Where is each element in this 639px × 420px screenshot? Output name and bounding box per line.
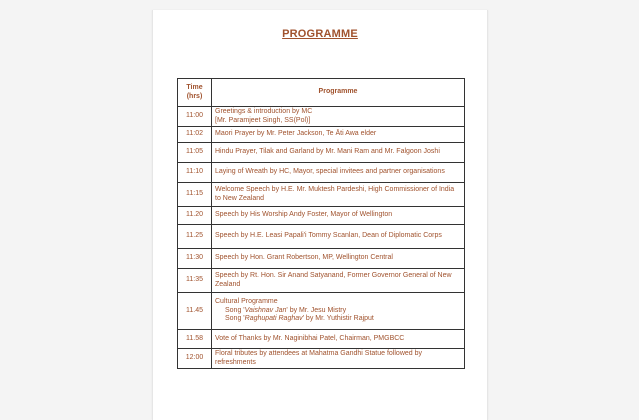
row-time: 11:10 xyxy=(178,163,212,183)
description-line: Vote of Thanks by Mr. Naginibhai Patel, Chairman, PMGBCC xyxy=(215,334,405,342)
table-row xyxy=(178,207,465,225)
row-time: 11:15 xyxy=(178,183,212,207)
document-page xyxy=(152,10,488,420)
song-performer: ' by Mr. Jesu Mistry xyxy=(286,306,347,314)
description-line: Hindu Prayer, Tilak and Garland by Mr. Mani Ram and Mr. Falgoon Joshi xyxy=(215,148,440,156)
description-line: Welcome Speech by H.E. Mr. Muktesh Pardeshi, High Commissioner of India to New Zealand xyxy=(215,186,455,202)
row-time: 11.20 xyxy=(178,207,212,225)
table-row xyxy=(178,330,465,349)
table-header-row xyxy=(178,79,465,107)
row-description xyxy=(212,249,465,269)
row-time: 11:05 xyxy=(178,143,212,163)
programme-table xyxy=(177,78,465,369)
row-time: 11:02 xyxy=(178,127,212,143)
row-time: 11.58 xyxy=(178,330,212,349)
header-time: Time (hrs) xyxy=(178,79,212,107)
song-performer: ' by Mr. Yuthistir Rajput xyxy=(302,315,374,323)
table-row xyxy=(178,143,465,163)
row-description xyxy=(212,163,465,183)
song-prefix: Song ' xyxy=(225,306,245,314)
description-line: Speech by His Worship Andy Foster, Mayor of Wellington xyxy=(215,211,393,219)
description-line: Speech by Rt. Hon. Sir Anand Satyanand, Former Governor General of New Zealand xyxy=(215,272,452,288)
table-row xyxy=(178,293,465,330)
song-line xyxy=(215,307,461,315)
row-time: 11:30 xyxy=(178,249,212,269)
row-description xyxy=(212,107,465,127)
row-description xyxy=(212,143,465,163)
row-time: 12:00 xyxy=(178,349,212,369)
description-line: Greetings & introduction by MC xyxy=(215,108,313,116)
cultural-programme-title: Cultural Programme xyxy=(215,298,278,306)
song-prefix: Song ' xyxy=(225,315,245,323)
row-description xyxy=(212,349,465,369)
row-description xyxy=(212,207,465,225)
table-row xyxy=(178,349,465,369)
song-line xyxy=(215,315,461,323)
song-name: Vaishnav Jan xyxy=(244,306,287,314)
page-title: PROGRAMME xyxy=(282,28,358,40)
table-row xyxy=(178,163,465,183)
header-programme: Programme xyxy=(212,79,465,107)
row-time: 11.45 xyxy=(178,293,212,330)
row-time: 11.25 xyxy=(178,225,212,249)
description-line: Speech by H.E. Leasi Papali'i Tommy Scanlan, Dean of Diplomatic Corps xyxy=(215,232,442,240)
row-time: 11:35 xyxy=(178,269,212,293)
row-description xyxy=(212,269,465,293)
description-line: Maori Prayer by Mr. Peter Jackson, Te Āti Awa elder xyxy=(215,130,377,138)
row-description xyxy=(212,183,465,207)
table-row xyxy=(178,183,465,207)
row-description xyxy=(212,225,465,249)
table-row xyxy=(178,127,465,143)
description-line: Floral tributes by attendees at Mahatma Gandhi Statue followed by refreshments xyxy=(215,350,423,366)
table-row xyxy=(178,249,465,269)
table-row xyxy=(178,225,465,249)
row-description xyxy=(212,330,465,349)
table-row xyxy=(178,269,465,293)
row-description xyxy=(212,127,465,143)
row-description xyxy=(212,293,465,330)
description-line: Laying of Wreath by HC, Mayor, special invitees and partner organisations xyxy=(215,168,445,176)
description-line: Speech by Hon. Grant Robertson, MP, Wellington Central xyxy=(215,254,393,262)
song-name: Raghupati Raghav xyxy=(244,315,303,323)
table-row xyxy=(178,107,465,127)
description-line: [Mr. Paramjeet Singh, SS(Pol)] xyxy=(215,116,311,124)
row-time: 11:00 xyxy=(178,107,212,127)
